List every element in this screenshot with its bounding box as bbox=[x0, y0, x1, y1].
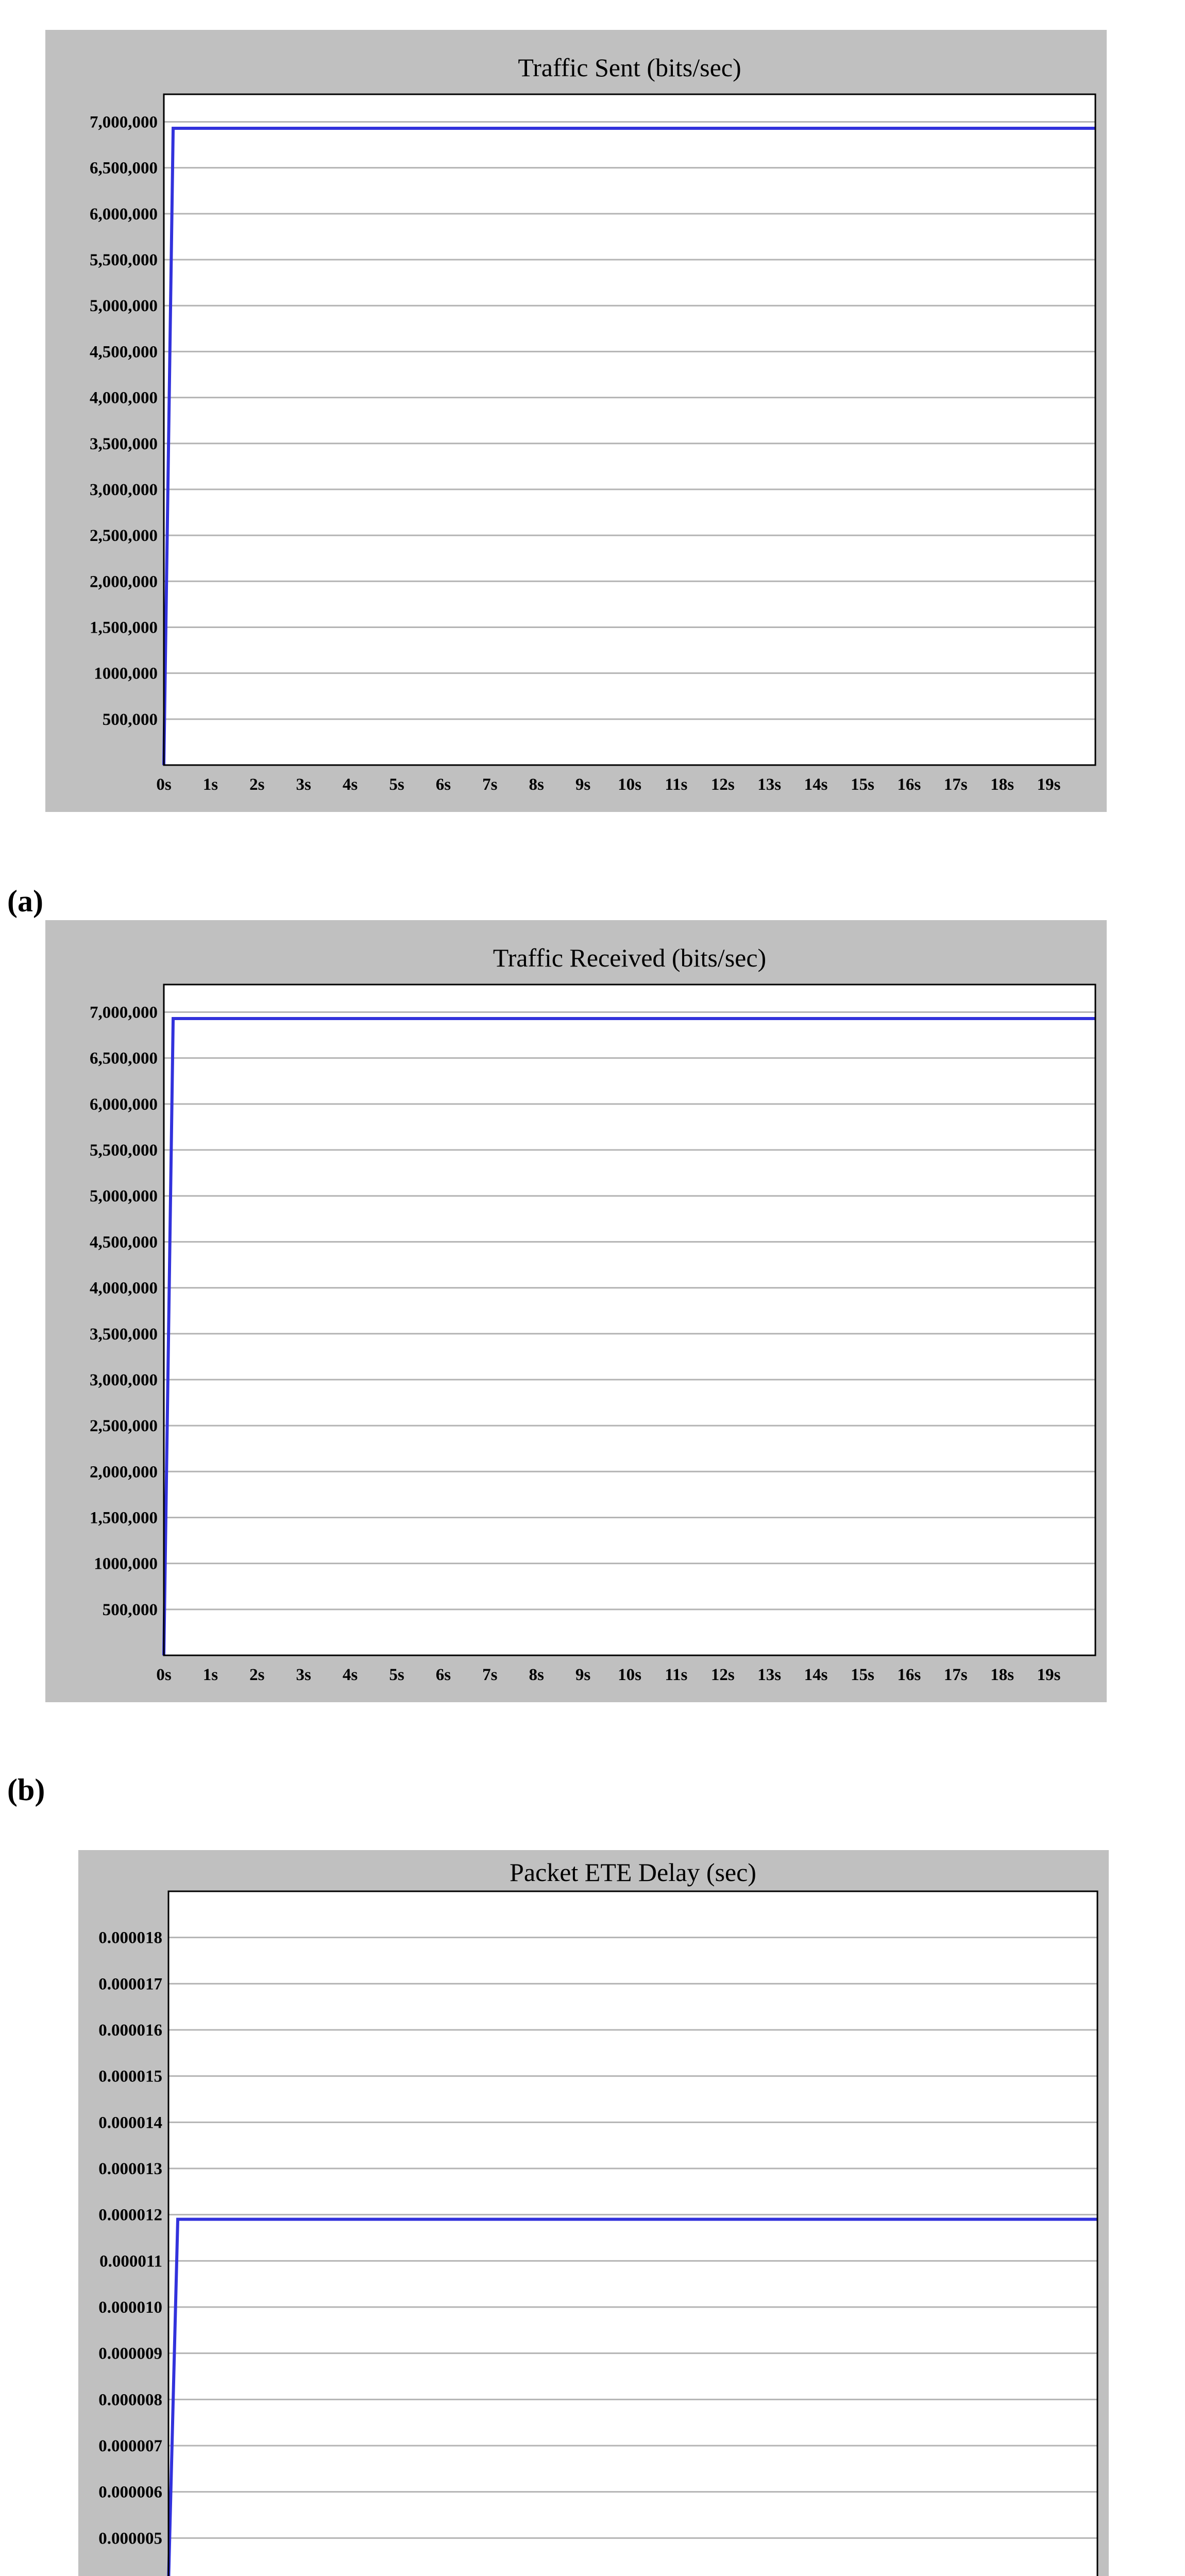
y-tick-label: 2,500,000 bbox=[90, 1417, 158, 1436]
y-tick-label: 4,500,000 bbox=[90, 1233, 158, 1252]
x-tick-label: 17s bbox=[943, 1666, 968, 1684]
y-tick-label: 0.000016 bbox=[98, 2021, 162, 2040]
y-tick-label: 0.000018 bbox=[98, 1928, 162, 1947]
y-tick-label: 0.000013 bbox=[98, 2160, 162, 2178]
x-tick-label: 9s bbox=[575, 775, 591, 794]
y-tick-label: 6,500,000 bbox=[90, 1049, 158, 1068]
y-tick-label: 0.000017 bbox=[98, 1975, 162, 1994]
x-tick-label: 18s bbox=[990, 1666, 1014, 1684]
y-tick-label: 0.000014 bbox=[98, 2113, 162, 2132]
x-tick-label: 12s bbox=[710, 1666, 735, 1684]
x-tick-label: 16s bbox=[897, 1666, 921, 1684]
subfigure-label-a: (a) bbox=[7, 884, 43, 918]
y-tick-label: 0.000011 bbox=[99, 2252, 162, 2271]
y-tick-label: 3,000,000 bbox=[90, 480, 158, 499]
y-tick-label: 5,000,000 bbox=[90, 1187, 158, 1206]
x-tick-label: 4s bbox=[342, 775, 358, 794]
x-tick-label: 11s bbox=[665, 1666, 688, 1684]
y-tick-label: 0.000006 bbox=[98, 2483, 162, 2502]
x-tick-label: 8s bbox=[529, 1666, 544, 1684]
y-tick-label: 7,000,000 bbox=[90, 113, 158, 132]
x-tick-label: 15s bbox=[851, 1666, 874, 1684]
y-tick-label: 0.000012 bbox=[98, 2206, 162, 2225]
x-tick-label: 7s bbox=[482, 1666, 498, 1684]
x-tick-label: 14s bbox=[804, 1666, 828, 1684]
y-tick-label: 5,000,000 bbox=[90, 297, 158, 316]
x-tick-label: 3s bbox=[296, 775, 311, 794]
chart-svg-traffic-received bbox=[45, 920, 1107, 1702]
x-tick-label: 0s bbox=[156, 1666, 172, 1684]
y-tick-label: 2,000,000 bbox=[90, 572, 158, 591]
x-tick-label: 19s bbox=[1037, 775, 1061, 794]
y-tick-label: 1000,000 bbox=[94, 664, 158, 683]
y-tick-label: 500,000 bbox=[102, 1600, 158, 1619]
y-tick-label: 3,500,000 bbox=[90, 1325, 158, 1344]
x-tick-label: 19s bbox=[1037, 1666, 1061, 1684]
y-tick-label: 2,500,000 bbox=[90, 527, 158, 546]
x-tick-label: 1s bbox=[202, 1666, 218, 1684]
plot-area bbox=[164, 985, 1095, 1655]
x-tick-label: 9s bbox=[575, 1666, 591, 1684]
x-tick-label: 15s bbox=[851, 775, 874, 794]
x-tick-label: 10s bbox=[618, 775, 641, 794]
y-tick-label: 0.000008 bbox=[98, 2391, 162, 2410]
y-tick-label: 6,500,000 bbox=[90, 159, 158, 178]
x-tick-label: 14s bbox=[804, 775, 828, 794]
plot-area bbox=[164, 94, 1095, 765]
chart-panel-packet-ete-delay bbox=[78, 1850, 1109, 2576]
subfigure-label-b: (b) bbox=[7, 1773, 45, 1807]
x-tick-label: 6s bbox=[435, 775, 451, 794]
x-tick-label: 8s bbox=[529, 775, 544, 794]
x-tick-label: 11s bbox=[665, 775, 688, 794]
y-tick-label: 0.000010 bbox=[98, 2298, 162, 2317]
x-tick-label: 1s bbox=[202, 775, 218, 794]
y-tick-label: 3,000,000 bbox=[90, 1370, 158, 1389]
y-tick-label: 1000,000 bbox=[94, 1554, 158, 1573]
chart-svg-packet-ete-delay bbox=[78, 1850, 1109, 2576]
x-tick-label: 16s bbox=[897, 775, 921, 794]
x-tick-label: 13s bbox=[757, 775, 782, 794]
x-tick-label: 3s bbox=[296, 1666, 311, 1684]
x-tick-label: 2s bbox=[249, 1666, 265, 1684]
x-tick-label: 4s bbox=[342, 1666, 358, 1684]
x-tick-label: 7s bbox=[482, 775, 498, 794]
y-tick-label: 4,000,000 bbox=[90, 1279, 158, 1298]
chart-title: Traffic Received (bits/sec) bbox=[493, 943, 767, 972]
y-tick-label: 5,500,000 bbox=[90, 1141, 158, 1160]
x-tick-label: 5s bbox=[389, 775, 404, 794]
x-tick-label: 0s bbox=[156, 775, 172, 794]
y-tick-label: 6,000,000 bbox=[90, 205, 158, 224]
y-tick-label: 1,500,000 bbox=[90, 1509, 158, 1528]
y-tick-label: 3,500,000 bbox=[90, 434, 158, 453]
x-tick-label: 18s bbox=[990, 775, 1014, 794]
y-tick-label: 2,000,000 bbox=[90, 1463, 158, 1482]
x-tick-label: 13s bbox=[757, 1666, 782, 1684]
y-tick-label: 4,000,000 bbox=[90, 388, 158, 408]
y-tick-label: 7,000,000 bbox=[90, 1003, 158, 1022]
plot-area bbox=[168, 1891, 1097, 2576]
chart-panel-traffic-sent bbox=[45, 30, 1107, 812]
chart-title: Packet ETE Delay (sec) bbox=[510, 1858, 756, 1887]
y-tick-label: 0.000009 bbox=[98, 2344, 162, 2363]
chart-svg-traffic-sent bbox=[45, 30, 1107, 812]
y-tick-label: 0.000007 bbox=[98, 2437, 162, 2455]
y-tick-label: 1,500,000 bbox=[90, 618, 158, 637]
y-tick-label: 4,500,000 bbox=[90, 343, 158, 362]
chart-title: Traffic Sent (bits/sec) bbox=[518, 53, 741, 82]
x-tick-label: 10s bbox=[618, 1666, 641, 1684]
x-tick-label: 17s bbox=[943, 775, 968, 794]
x-tick-label: 5s bbox=[389, 1666, 404, 1684]
y-tick-label: 0.000015 bbox=[98, 2067, 162, 2086]
x-tick-label: 6s bbox=[435, 1666, 451, 1684]
chart-panel-traffic-received bbox=[45, 920, 1107, 1702]
y-tick-label: 0.000005 bbox=[98, 2529, 162, 2548]
y-tick-label: 500,000 bbox=[102, 710, 158, 729]
x-tick-label: 12s bbox=[710, 775, 735, 794]
y-tick-label: 6,000,000 bbox=[90, 1095, 158, 1114]
y-tick-label: 5,500,000 bbox=[90, 251, 158, 270]
x-tick-label: 2s bbox=[249, 775, 265, 794]
